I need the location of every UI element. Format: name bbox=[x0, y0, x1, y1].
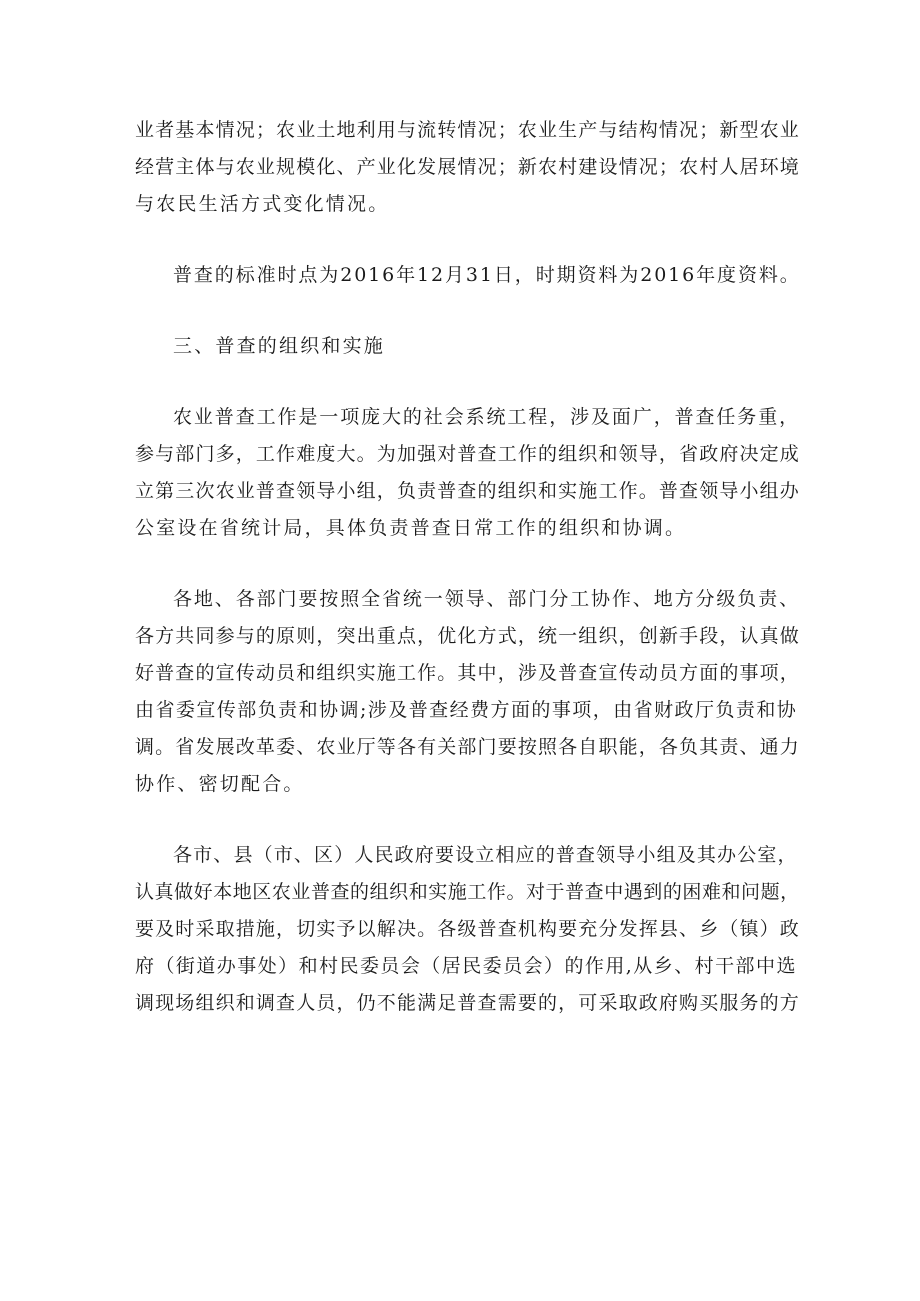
text-line: 调。省发展改革委、农业厅等各有关部门要按照各自职能，各负其责、通力 bbox=[135, 736, 800, 758]
heading-text: 三、普查的组织和实施 bbox=[173, 335, 386, 357]
paragraph-local-governments bbox=[135, 837, 800, 1022]
text-line: 府（街道办事处）和村民委员会（居民委员会）的作用,从乡、村干部中选 bbox=[135, 955, 797, 977]
text-line: 业者基本情况；农业土地利用与流转情况；农业生产与结构情况；新型农业 bbox=[135, 119, 800, 141]
paragraph-organization bbox=[135, 399, 800, 547]
text-line: 协作、密切配合。 bbox=[135, 773, 305, 795]
paragraph-survey-content bbox=[135, 112, 800, 223]
section-heading bbox=[135, 328, 800, 365]
text-line: 与农民生活方式变化情况。 bbox=[135, 193, 390, 215]
text-line: 认真做好本地区农业普查的组织和实施工作。对于普查中遇到的困难和问题， bbox=[135, 881, 800, 903]
text-line: 立第三次农业普查领导小组，负责普查的组织和实施工作。普查领导小组办 bbox=[135, 480, 800, 502]
text-line: 调现场组织和调查人员，仍不能满足普查需要的，可采取政府购买服务的方 bbox=[135, 992, 800, 1014]
text-line: 参与部门多，工作难度大。为加强对普查工作的组织和领导，省政府决定成 bbox=[135, 443, 800, 465]
text-line: 经营主体与农业规模化、产业化发展情况；新农村建设情况；农村人居环境 bbox=[135, 156, 800, 178]
text-line: 公室设在省统计局，具体负责普查日常工作的组织和协调。 bbox=[135, 517, 687, 539]
text-line: 各方共同参与的原则，突出重点，优化方式，统一组织，创新手段，认真做 bbox=[135, 625, 800, 647]
text-line: 由省委宣传部负责和协调;涉及普查经费方面的事项，由省财政厅负责和协 bbox=[135, 699, 798, 721]
text-line: 普查的标准时点为2016年12月31日，时期资料为2016年度资料。 bbox=[173, 264, 801, 286]
text-line: 要及时采取措施，切实予以解决。各级普查机构要充分发挥县、乡（镇）政 bbox=[135, 918, 800, 940]
text-line: 好普查的宣传动员和组织实施工作。其中，涉及普查宣传动员方面的事项， bbox=[135, 662, 800, 684]
paragraph-standard-time bbox=[135, 257, 800, 294]
text-line: 各市、县（市、区）人民政府要设立相应的普查领导小组及其办公室， bbox=[173, 844, 798, 866]
text-line: 各地、各部门要按照全省统一领导、部门分工协作、地方分级负责、 bbox=[173, 588, 801, 610]
paragraph-departments bbox=[135, 581, 800, 803]
text-line: 农业普查工作是一项庞大的社会系统工程，涉及面广，普查任务重， bbox=[173, 406, 801, 428]
